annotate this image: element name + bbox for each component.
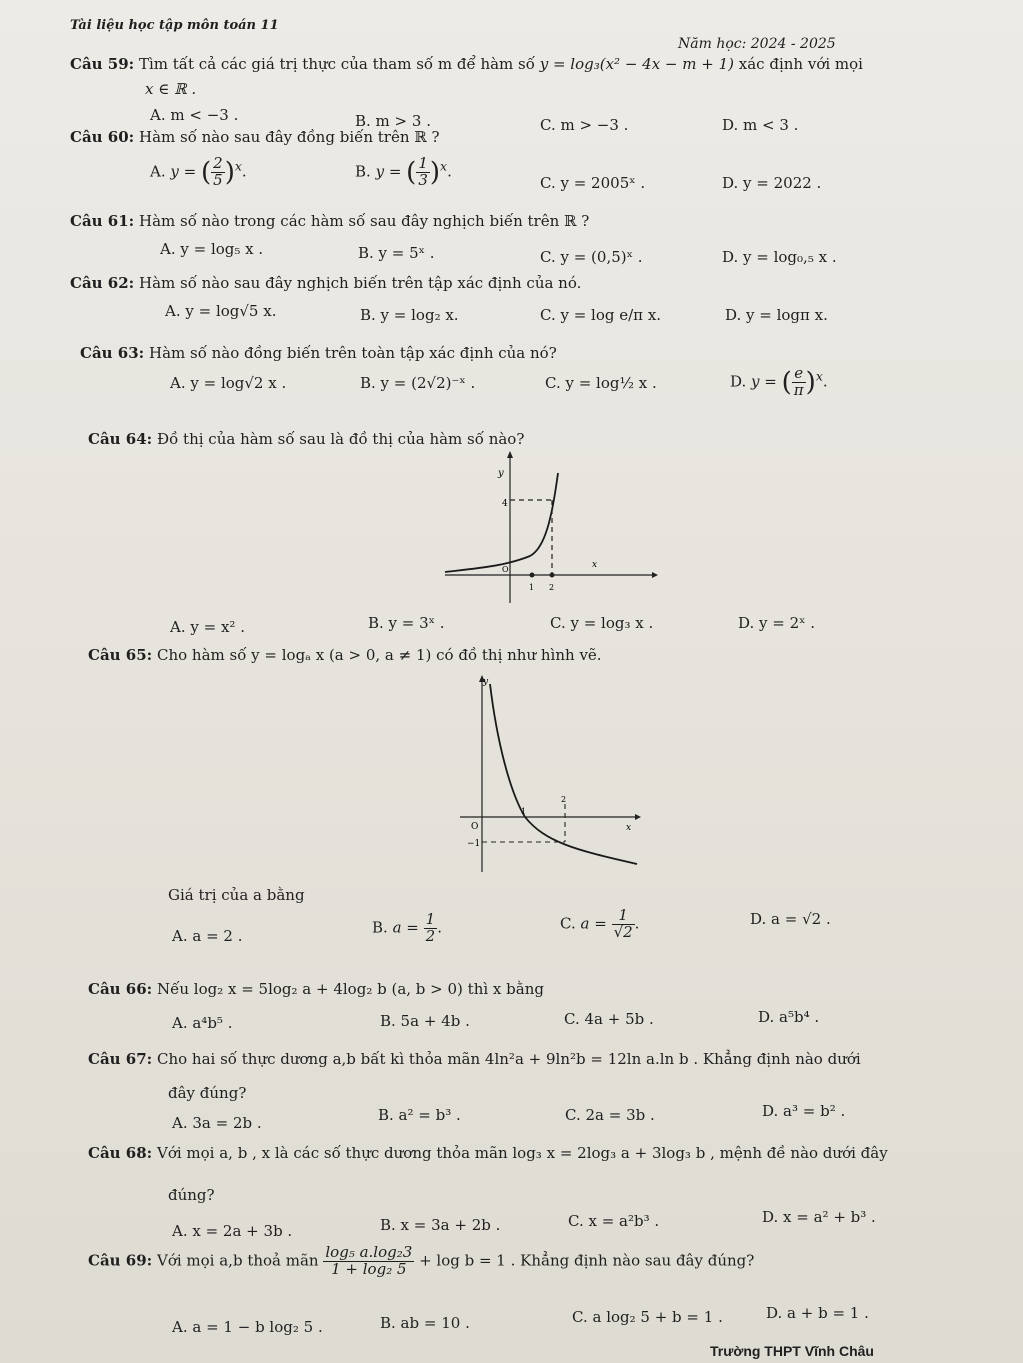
question-text: Cho hàm số y = logₐ x (a > 0, a ≠ 1) có đồ thị như hình vẽ. <box>156 646 602 664</box>
option-b: B. y = 3ˣ . <box>368 614 445 632</box>
question-number: Câu 60: <box>70 128 135 146</box>
option-d: D. y = log₀,₅ x . <box>722 248 837 266</box>
option-label: C. <box>560 914 576 933</box>
question-text: Hàm số nào sau đây đồng biến trên ℝ ? <box>138 128 440 146</box>
origin-label: O <box>502 565 509 574</box>
y-axis-label: y <box>498 468 504 479</box>
question-text-tail: + log b = 1 . Khẳng định nào sau đây đúng? <box>419 1251 755 1270</box>
option-d: D. x = a² + b³ . <box>762 1208 876 1226</box>
question-64 <box>88 430 524 448</box>
x-axis-label: x <box>592 560 598 570</box>
option-c: C. x = a²b³ . <box>568 1212 660 1230</box>
graph-q65 <box>455 672 645 877</box>
question-number: Câu 65: <box>88 646 153 664</box>
option-label: D. <box>730 372 747 391</box>
x-tick-label-2: 2 <box>549 583 555 592</box>
question-67 <box>88 1050 861 1068</box>
x-tick-label-1: 1 <box>521 807 527 816</box>
question-text: Nếu log₂ x = 5log₂ a + 4log₂ b (a, b > 0) thì x bằng <box>156 980 544 998</box>
question-text: Với mọi a,b thoả mãn <box>156 1251 319 1270</box>
option-c: C. y = (0,5)ˣ . <box>540 248 643 266</box>
option-d: D. y = logπ x. <box>725 306 828 324</box>
question-number: Câu 61: <box>70 212 135 230</box>
option-b: B. m > 3 . <box>355 112 431 130</box>
question-number: Câu 67: <box>88 1050 153 1068</box>
option-label: B. <box>372 918 388 937</box>
x-axis-arrow <box>652 572 658 578</box>
question-68 <box>88 1144 888 1162</box>
option-label: B. <box>355 162 371 181</box>
option-b: B. 5a + 4b . <box>380 1012 470 1030</box>
option-a: A. x = 2a + 3b . <box>172 1222 293 1240</box>
option-d: D. y = 2ˣ . <box>738 614 816 632</box>
option-a: A. m < −3 . <box>150 106 239 124</box>
fraction: $\frac{e}{\pi}$ <box>793 364 804 399</box>
fraction: $\frac{\text{log₅ a.log₂3}}{\text{1 + log₂ 5}}$ <box>325 1243 413 1278</box>
option-c: C. 4a + 5b . <box>564 1010 654 1028</box>
graph-q64 <box>440 448 660 608</box>
option-a: A. y = log√5 x. <box>165 302 277 320</box>
x-tick-label-1: 1 <box>529 583 535 592</box>
option-d: D. m < 3 . <box>722 116 799 134</box>
question-69 <box>88 1245 754 1278</box>
fraction: $\frac{1}{2}$ <box>425 910 436 945</box>
question-60 <box>70 128 440 146</box>
y-tick-label: 4 <box>502 499 508 509</box>
option-d: D. a⁵b⁴ . <box>758 1008 820 1026</box>
fraction: $\frac{1}{3}$ <box>418 154 428 189</box>
footer-school: Trường THPT Vĩnh Châu <box>710 1343 874 1359</box>
option-a: A. a = 2 . <box>172 927 243 945</box>
option-b: B. ab = 10 . <box>380 1314 470 1332</box>
question-text: Hàm số nào đồng biến trên toàn tập xác định của nó? <box>148 344 557 362</box>
question-67-line2: đây đúng? <box>168 1084 247 1102</box>
question-number: Câu 64: <box>88 430 153 448</box>
question-61 <box>70 212 589 230</box>
option-a: A. y = x² . <box>170 618 245 636</box>
option-a: A. a = 1 − b log₂ 5 . <box>172 1318 323 1336</box>
question-59-line2: x ∈ ℝ . <box>145 80 197 98</box>
option-b: B. y = log₂ x. <box>360 306 459 324</box>
question-59 <box>70 55 863 73</box>
option-d: D. a = √2 . <box>750 910 831 928</box>
option-a: A. 3a = 2b . <box>172 1114 262 1132</box>
option-label: A. <box>150 162 166 181</box>
header-left: Tài liệu học tập môn toán 11 <box>70 18 279 33</box>
option-d: D. a³ = b² . <box>762 1102 846 1120</box>
question-text: Hàm số nào sau đây nghịch biến trên tập xác định của nó. <box>138 274 582 292</box>
log-curve <box>490 684 637 864</box>
question-65 <box>88 646 602 664</box>
x-tick-label-2: 2 <box>561 795 567 804</box>
fraction: $\frac{2}{5}$ <box>213 154 223 189</box>
option-d: D. a + b = 1 . <box>766 1304 869 1322</box>
origin-label: O <box>471 822 479 832</box>
question-text: Hàm số nào trong các hàm số sau đây nghịch biến trên ℝ ? <box>138 212 590 230</box>
point-x1 <box>530 573 535 578</box>
option-d: D. y = ( $\frac{e}{\pi}$ )$^x$. <box>730 364 828 399</box>
option-c: C. 2a = 3b . <box>565 1106 655 1124</box>
option-prefix: a = <box>392 918 419 937</box>
option-a: A. y = log₅ x . <box>160 240 264 258</box>
option-prefix: y = <box>751 372 777 391</box>
option-c: C. a log₂ 5 + b = 1 . <box>572 1308 723 1326</box>
question-text-tail: xác định với mọi <box>738 55 863 73</box>
question-68-line2: đúng? <box>168 1186 215 1204</box>
option-b: B. a² = b³ . <box>378 1106 461 1124</box>
question-number: Câu 59: <box>70 55 135 73</box>
option-a: A. y = log√2 x . <box>170 374 287 392</box>
question-65-ask: Giá trị của a bằng <box>168 886 305 904</box>
option-c: C. y = log₃ x . <box>550 614 654 632</box>
option-a: A. a⁴b⁵ . <box>172 1014 233 1032</box>
question-text: Cho hai số thực dương a,b bất kì thỏa mãn 4ln²a + 9ln²b = 12ln a.ln b . Khẳng định nào dưới <box>156 1050 861 1068</box>
question-number: Câu 62: <box>70 274 135 292</box>
question-number: Câu 63: <box>80 344 145 362</box>
option-c: C. y = 2005ˣ . <box>540 174 646 192</box>
option-c: C. m > −3 . <box>540 116 629 134</box>
question-text: Với mọi a, b , x là các số thực dương thỏa mãn log₃ x = 2log₃ a + 3log₃ b , mệnh đề nào dưới đây <box>156 1144 888 1162</box>
header-right: Năm học: 2024 - 2025 <box>678 36 836 52</box>
exponential-curve <box>445 473 558 572</box>
question-text: Đồ thị của hàm số sau là đồ thị của hàm số nào? <box>156 430 525 448</box>
option-b: B. a = $\frac{1}{2}$ . <box>372 910 442 945</box>
y-tick-label: −1 <box>467 839 481 849</box>
option-prefix: a = <box>580 914 607 933</box>
point-x2 <box>550 573 555 578</box>
option-c: C. y = log e/π x. <box>540 306 662 324</box>
option-prefix: y = <box>375 162 402 181</box>
option-prefix: y = <box>170 162 197 181</box>
question-text: Tìm tất cả các giá trị thực của tham số m để hàm số <box>138 55 535 73</box>
y-axis-label: y <box>483 677 489 687</box>
option-b: B. y = ( $\frac{1}{3}$ )$^x$. <box>355 154 452 189</box>
question-63 <box>80 344 557 362</box>
question-formula: y = log₃(x² − 4x − m + 1) <box>539 55 734 73</box>
option-c: C. a = $\frac{1}{√2}$ . <box>560 906 640 941</box>
option-b: B. x = 3a + 2b . <box>380 1216 501 1234</box>
question-62 <box>70 274 581 292</box>
question-66 <box>88 980 544 998</box>
option-d: D. y = 2022 . <box>722 174 822 192</box>
option-b: B. y = 5ˣ . <box>358 244 435 262</box>
x-axis-arrow <box>635 814 641 820</box>
x-axis-label: x <box>626 823 632 833</box>
option-b: B. y = (2√2)⁻ˣ . <box>360 374 476 392</box>
question-number: Câu 66: <box>88 980 153 998</box>
option-a: A. y = ( $\frac{2}{5}$ )$^x$. <box>150 154 247 189</box>
y-axis-arrow <box>507 451 513 458</box>
question-number: Câu 68: <box>88 1144 153 1162</box>
fraction: $\frac{1}{√2}$ <box>613 906 633 941</box>
option-c: C. y = log½ x . <box>545 374 657 392</box>
question-number: Câu 69: <box>88 1251 153 1270</box>
